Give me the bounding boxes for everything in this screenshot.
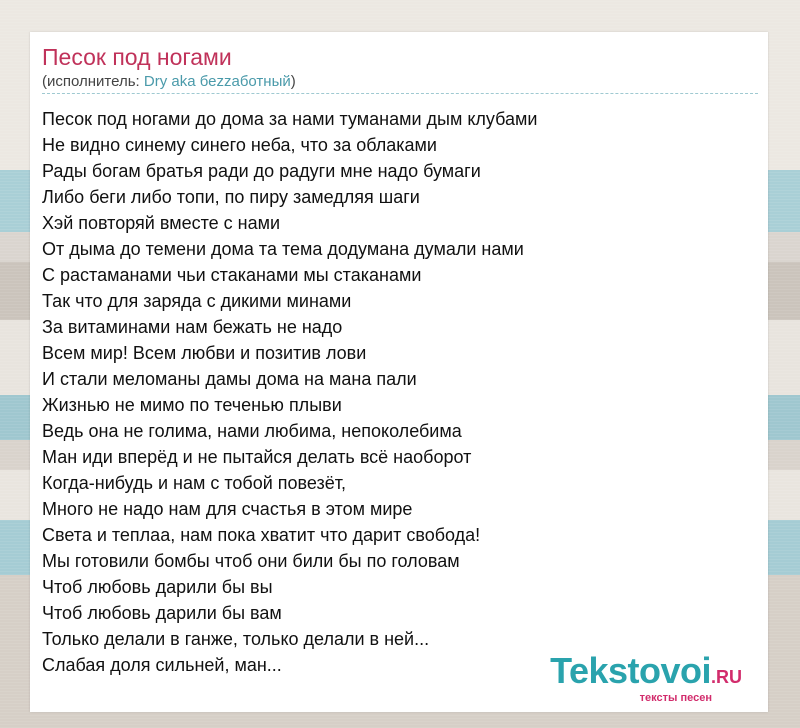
lyric-line: Всем мир! Всем любви и позитив лови [42,343,367,363]
lyric-line: Чтоб любовь дарили бы вам [42,603,282,623]
lyric-line: Света и теплаа, нам пока хватит что дарит свобода! [42,525,481,545]
logo-brand: Tekstovoi [550,650,711,691]
lyric-line: Ведь она не голима, нами любима, непоколебима [42,421,462,441]
lyric-line: И стали меломаны дамы дома на мана пали [42,369,417,389]
lyrics-body [42,106,537,678]
lyric-line: Рады богам братья ради до радуги мне надо бумаги [42,161,481,181]
lyric-line: Песок под ногами до дома за нами туманами дым клубами [42,109,538,129]
lyrics-card [30,32,768,712]
lyric-line: Мы готовили бомбы чтоб они били бы по головам [42,551,460,571]
lyric-line: Либо беги либо топи, по пиру замедляя шаги [42,187,420,207]
lyric-line: Хэй повторяй вместе с нами [42,213,281,233]
lyric-line: От дыма до темени дома та тема додумана думали нами [42,239,524,259]
lyric-line: Чтоб любовь дарили бы вы [42,577,273,597]
lyric-line: Много не надо нам для счастья в этом мире [42,499,413,519]
artist-prefix: (исполнитель: [42,73,144,90]
lyric-line: Только делали в ганже, только делали в ней... [42,629,430,649]
artist-suffix: ) [290,73,296,90]
lyric-line: Так что для заряда с дикими минами [42,291,352,311]
lyric-line: Жизнью не мимо по теченью плыви [42,395,342,415]
logo-tld: .RU [711,667,742,687]
artist-link[interactable]: Dry aka беzzаботный [143,73,291,90]
lyric-line: За витаминами нам бежать не надо [42,317,343,337]
logo-wordmark [550,652,742,696]
artist-line [42,73,296,91]
lyric-line: Не видно синему синего неба, что за облаками [42,135,437,155]
song-title: Песок под ногами [42,44,232,70]
lyric-line: Ман иди вперёд и не пытайся делать всё наоборот [42,447,472,467]
lyric-line: Когда-нибудь и нам с тобой повезёт, [42,473,347,493]
lyric-line: Слабая доля сильней, ман... [42,655,282,675]
divider [42,93,758,94]
lyric-line: С растаманами чьи стаканами мы стаканами [42,265,422,285]
logo-tagline: тексты песен [639,692,712,704]
site-logo[interactable] [550,652,742,704]
